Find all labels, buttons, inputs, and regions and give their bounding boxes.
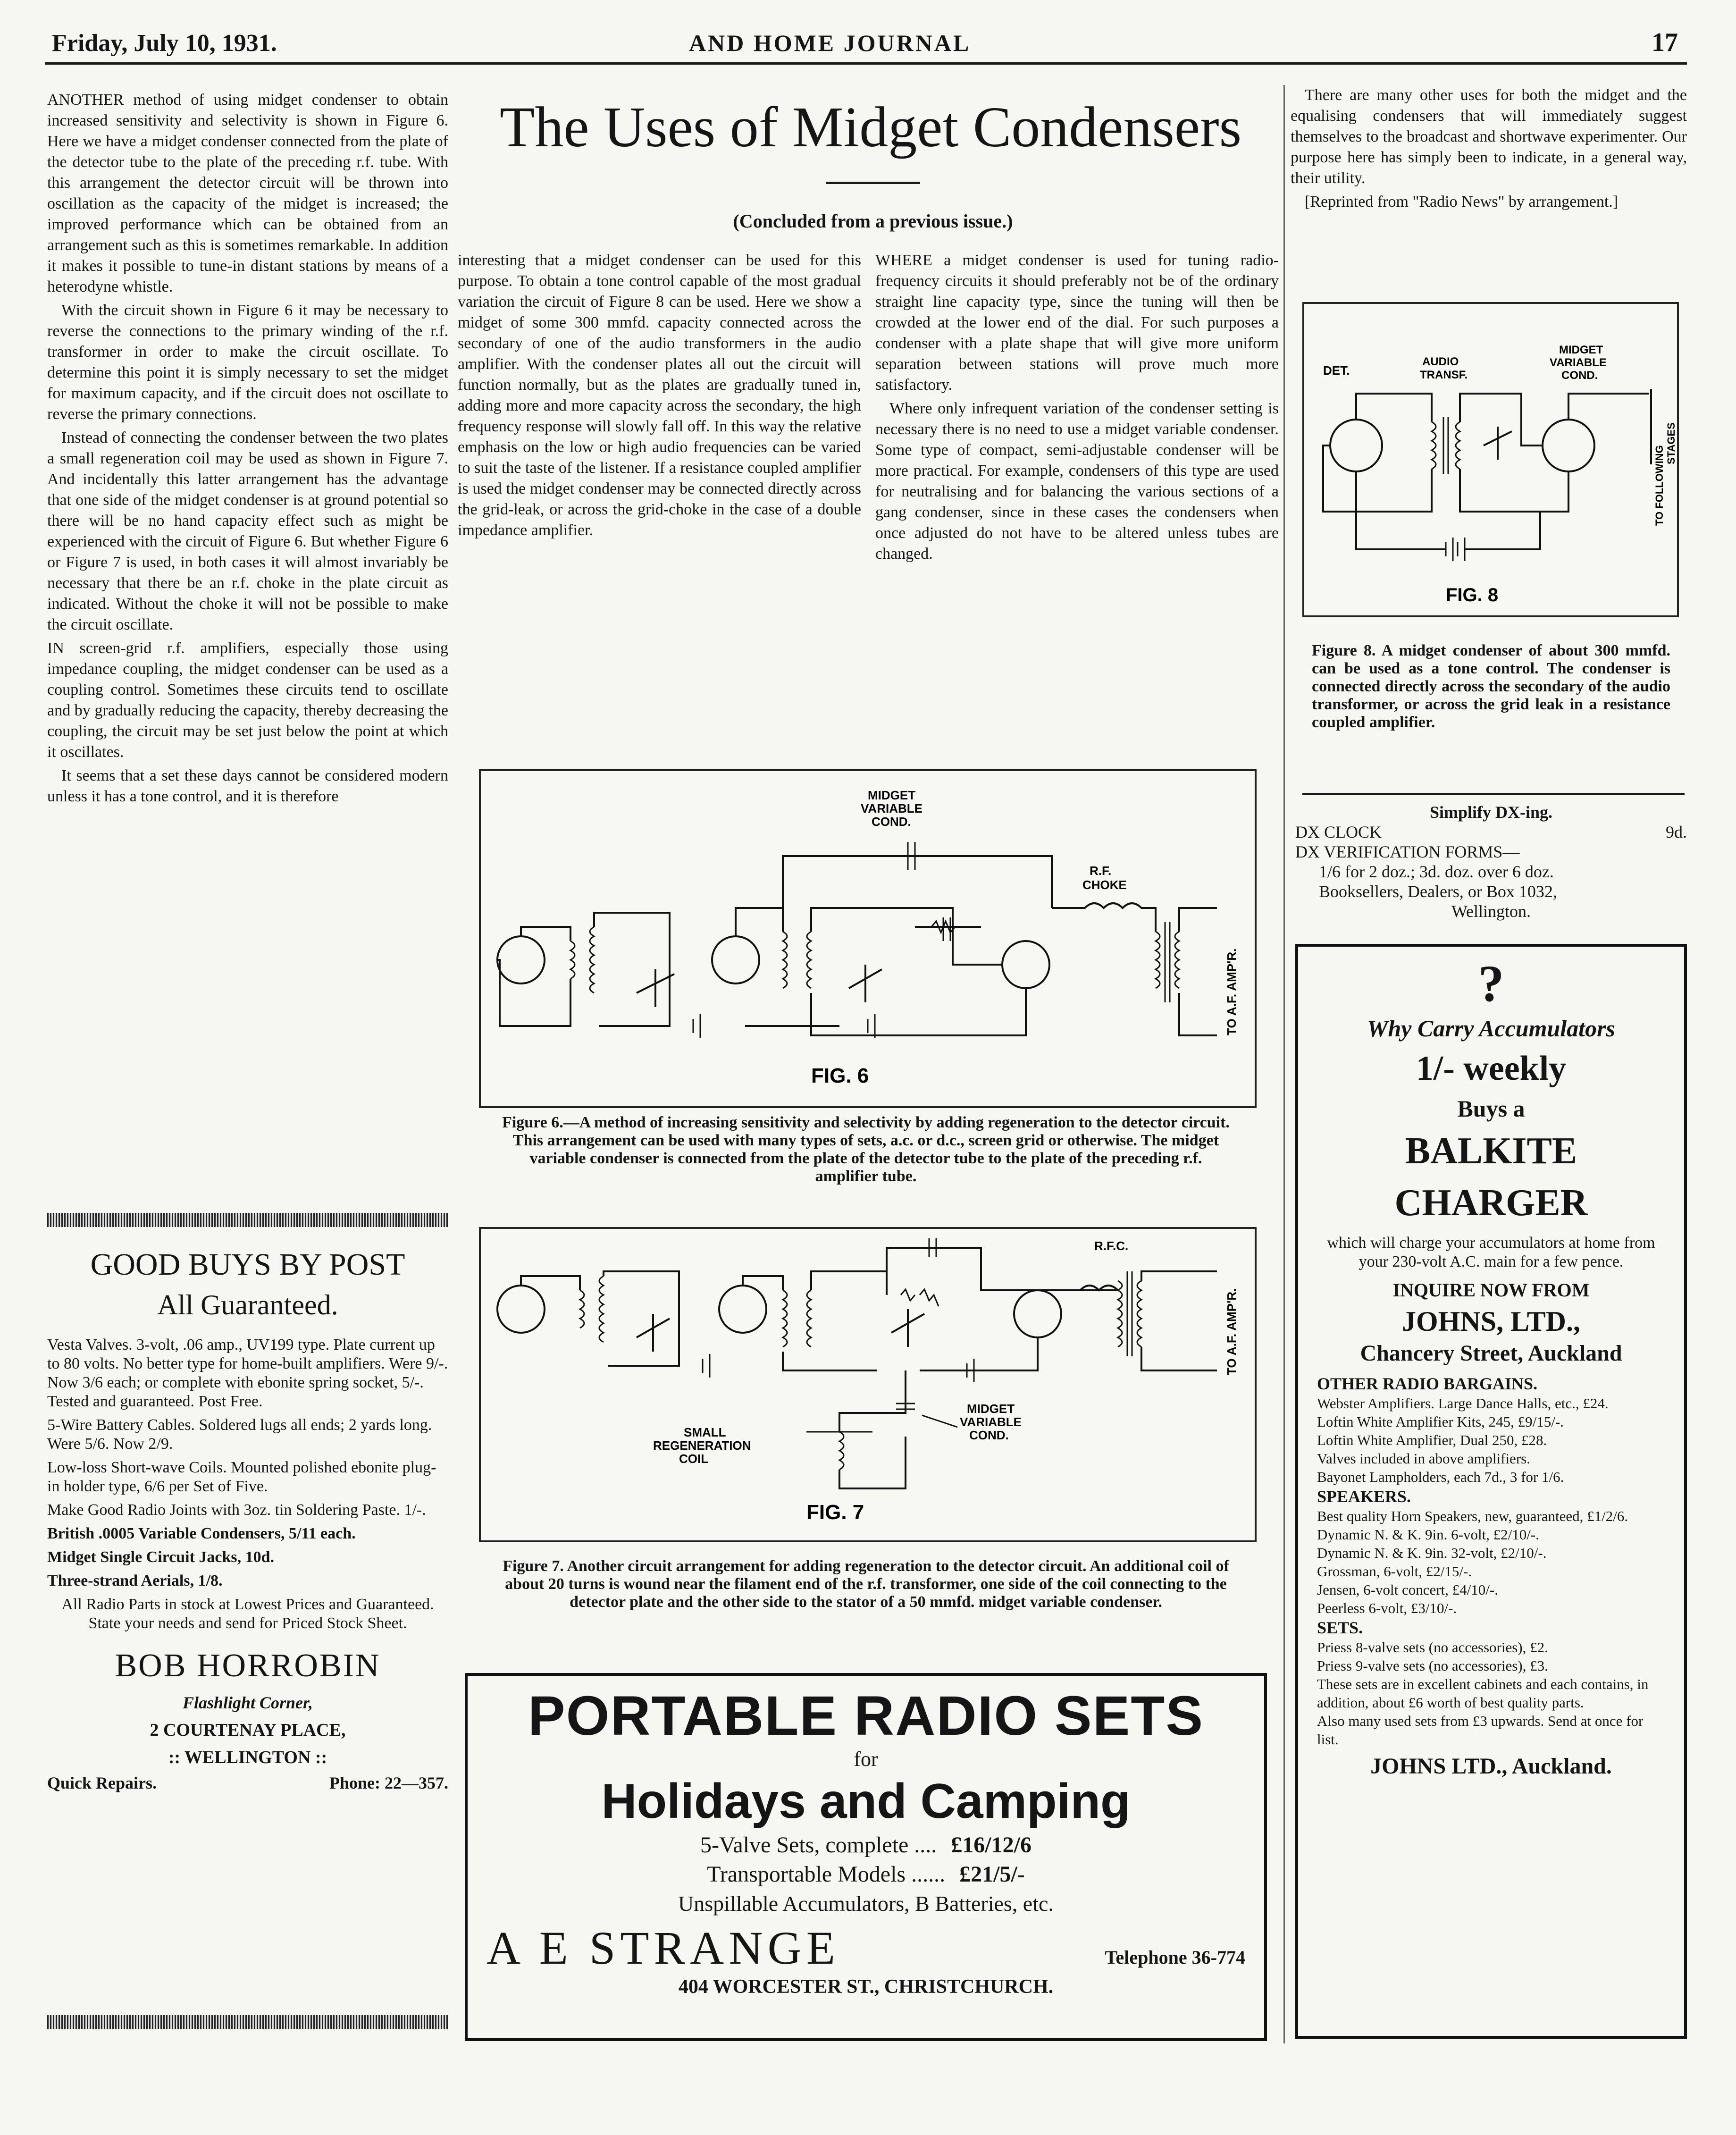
johns-ad-bargains	[1317, 1394, 1665, 1486]
fig6-label-variable: VARIABLE	[861, 801, 923, 815]
portable-ad-transportable: Transportable Models ......	[707, 1862, 946, 1887]
header-rule	[45, 62, 1687, 65]
col1-paragraph: Instead of connecting the condenser between the two plates a small regeneration coil may be used as shown in Figure 7. And incidentally this latter arrangement has the advantage that one side of the midget condenser is at ground potential so there will be no hand capacity effect such as might be experienced with the circuit of Figure 6. But whether Figure 6 or Figure 7 is used, in both cases it will almost invariably be necessary that there be an r.f. choke in the plate circuit as indicated. Without the choke it will not be possible to make the circuit oscillate.	[47, 429, 448, 633]
fig8-label-stages: STAGES	[1665, 422, 1677, 464]
bargain-item: Valves included in above amplifiers.	[1317, 1450, 1530, 1467]
dx-ad-forms-price: 1/6 for 2 doz.; 3d. doz. over 6 doz.	[1319, 862, 1554, 881]
johns-ad-street: Chancery Street, Auckland	[1360, 1341, 1622, 1366]
fig7-label-variable: VARIABLE	[960, 1415, 1022, 1429]
article-column-1	[47, 90, 448, 1189]
fig8-label-transf: TRANSF.	[1420, 369, 1468, 381]
good-buys-top-border	[47, 1213, 448, 1227]
fig7-label-cond: COND.	[969, 1428, 1009, 1442]
portable-ad-accumulators: Unspillable Accumulators, B Batteries, etc.	[678, 1891, 1054, 1916]
dx-ad-top-rule	[1302, 793, 1685, 795]
johns-ad-speakers	[1317, 1507, 1665, 1617]
fig6-label: FIG. 6	[811, 1064, 869, 1087]
fig8-label: FIG. 8	[1446, 585, 1499, 605]
bargain-item: Webster Amplifiers. Large Dance Halls, etc., £24.	[1317, 1395, 1609, 1412]
figure-7	[479, 1227, 1257, 1542]
portable-ad-subtitle: Holidays and Camping	[601, 1774, 1131, 1829]
fig6-label-choke: CHOKE	[1082, 878, 1127, 892]
fig6-label-midget: MIDGET	[868, 788, 916, 802]
fig7-label-to-af: TO A.F. AMP'R.	[1224, 1288, 1239, 1375]
question-mark-icon: ?	[1478, 955, 1504, 1012]
fig8-label-audio: AUDIO	[1422, 355, 1459, 368]
header-date: Friday, July 10, 1931.	[52, 30, 277, 57]
portable-ad-address: 404 WORCESTER ST., CHRISTCHURCH.	[678, 1976, 1054, 1998]
dx-ad-clock-price: 9d.	[1666, 823, 1687, 841]
fig7-label-coil: COIL	[679, 1452, 709, 1466]
good-buys-ad	[47, 1246, 448, 1795]
figure-8-caption: Figure 8. A midget condenser of about 300 mmfd. can be used as a tone control. The condenser is connected directly across the secondary of the audio transformer, or across the grid leak in a resistance coupled amplifier.	[1312, 642, 1670, 731]
johns-ad-sets	[1317, 1638, 1665, 1748]
fig6-label-rf: R.F.	[1090, 864, 1112, 878]
fig8-label-det: DET.	[1323, 363, 1350, 378]
speaker-item: Grossman, 6-volt, £2/15/-.	[1317, 1563, 1472, 1580]
article-column-3	[875, 250, 1279, 741]
johns-ad-product: BALKITE CHARGER	[1394, 1130, 1588, 1224]
figure-6-diagram	[481, 771, 1255, 1106]
speaker-item: Jensen, 6-volt concert, £4/10/-.	[1317, 1581, 1498, 1598]
fig7-label: FIG. 7	[806, 1501, 864, 1524]
good-buys-item: Vesta Valves. 3-volt, .06 amp., UV199 type. Plate current up to 80 volts. No better type for home-built amplifiers. Were 9/-. Now 3/6 each; or complete with ebonite spring socket, 5/-. Tested and guaranteed. Post Free.	[47, 1336, 448, 1410]
good-buys-corner: Flashlight Corner,	[182, 1693, 313, 1712]
fig7-label-midget: MIDGET	[967, 1402, 1015, 1416]
johns-ad-weekly: 1/- weekly	[1416, 1049, 1567, 1088]
johns-ad-headline: Why Carry Accumulators	[1367, 1015, 1615, 1042]
article-subtitle: (Concluded from a previous issue.)	[733, 210, 1013, 232]
good-buys-item: Low-loss Short-wave Coils. Mounted polished ebonite plug-in holder type, 6/6 per Set of Five.	[47, 1459, 436, 1495]
set-item: Priess 9-valve sets (no accessories), £3.	[1317, 1657, 1548, 1674]
set-item: Also many used sets from £3 upwards. Send at once for list.	[1317, 1713, 1644, 1748]
dx-ad-clock-row	[1295, 822, 1687, 842]
good-buys-bottom-border	[47, 2015, 448, 2029]
portable-ad-telephone: Telephone 36-774	[1105, 1947, 1245, 1968]
header-journal: AND HOME JOURNAL	[689, 30, 971, 56]
fig6-label-cond: COND.	[872, 815, 911, 829]
good-buys-address: 2 COURTENAY PLACE,	[150, 1720, 346, 1740]
article-column-4	[1291, 85, 1687, 288]
fig8-label-variable: VARIABLE	[1550, 356, 1607, 369]
speaker-item: Dynamic N. & K. 9in. 32-volt, £2/10/-.	[1317, 1545, 1547, 1561]
johns-ad-speakers-title: SPEAKERS.	[1317, 1487, 1411, 1506]
good-buys-subtitle: All Guaranteed.	[157, 1289, 338, 1320]
good-buys-item: British .0005 Variable Condensers, 5/11 each.	[47, 1525, 356, 1542]
set-item: These sets are in excellent cabinets and each contains, in addition, about £6 worth of best quality parts.	[1317, 1676, 1649, 1711]
column-divider	[1283, 85, 1285, 2043]
col2-paragraph: interesting that a midget condenser can be used for this purpose. To obtain a tone control capable of the most gradual variation the circuit of Figure 8 can be used. Here we show a midget of some 300 mmfd. capacity connected across the secondary of one of the audio transformers in the audio amplifier. With the condenser plates all out the circuit will function normally, but as the plates are gradually tuned in, adding more and more capacity across the secondary, the high frequency response will slowly fall off. In this way the relative emphasis on the low or high audio frequencies can be varied to suit the taste of the listener. If a resistance coupled amplifier is used the midget condenser may be connected directly across the grid-leak, or across the grid-choke in the case of a double impedance amplifier.	[458, 252, 861, 539]
good-buys-phone: Phone: 22—357.	[329, 1774, 448, 1792]
bargain-item: Bayonet Lampholders, each 7d., 3 for 1/6.	[1317, 1469, 1564, 1485]
col3-paragraph: Where only infrequent variation of the condenser setting is necessary there is no need to use a midget variable condenser. Some type of compact, semi-adjustable condenser will be more practical. For example, condensers of this type are used for neutralising and for balancing the various sections of a gang condenser, since in these cases the condensers when once adjusted do not have to be altered unless tubes are changed.	[875, 400, 1279, 563]
speaker-item: Peerless 6-volt, £3/10/-.	[1317, 1600, 1457, 1616]
fig7-label-regeneration: REGENERATION	[653, 1438, 751, 1453]
portable-ad-five-valve: 5-Valve Sets, complete ....	[700, 1832, 937, 1858]
good-buys-city: :: WELLINGTON ::	[168, 1748, 327, 1767]
col3-paragraph: WHERE a midget condenser is used for tuning radio-frequency circuits it should preferably not be of the ordinary straight line capacity type, since the tuning will then be crowded at the lower end of the dial. For such purposes a condenser with a plate shape that will give more uniform separation between stations will prove much more satisfactory.	[875, 252, 1279, 394]
good-buys-footer-row	[47, 1771, 448, 1795]
figure-7-caption: Figure 7. Another circuit arrangement for adding regeneration to the detector circuit. An additional coil of about 20 turns is wound near the filament end of the r.f. transformer, one side of the coil connecting to the detector plate and the other side to the stator of a 50 mmfd. midget variable condenser.	[503, 1557, 1229, 1611]
portable-ad-footer-row	[486, 1922, 1245, 1974]
portable-ad-row-1	[486, 1831, 1245, 1860]
bargain-item: Loftin White Amplifier, Dual 250, £28.	[1317, 1432, 1547, 1448]
portable-ad-five-valve-price: £16/12/6	[951, 1832, 1032, 1858]
col1-paragraph: IN screen-grid r.f. amplifiers, especially those using impedance coupling, the midget condenser can be used as a coupling control. Sometimes these circuits tend to oscillate and by gradually reducing the capacity, thereby decreasing the coupling, the circuit may be set just below the point at which it oscillates.	[47, 639, 448, 761]
johns-ad-description: which will charge your accumulators at home from your 230-volt A.C. main for a few pence.	[1327, 1234, 1655, 1270]
good-buys-item: 5-Wire Battery Cables. Soldered lugs all ends; 2 yards long. Were 5/6. Now 2/9.	[47, 1416, 432, 1453]
good-buys-item: All Radio Parts in stock at Lowest Prices and Guaranteed. State your needs and send for Priced Stock Sheet.	[61, 1596, 434, 1632]
johns-ad-bargains-title: OTHER RADIO BARGAINS.	[1317, 1374, 1538, 1393]
col1-paragraph: With the circuit shown in Figure 6 it may be necessary to reverse the connections to the primary winding of the r.f. transformer in order to make the circuit oscillate. To determine this point it is simply necessary to set the midget for maximum capacity, and if the circuit does not oscillate to reverse the primary connections.	[47, 302, 448, 423]
good-buys-name: BOB HORROBIN	[115, 1647, 381, 1684]
portable-ad-name: A E STRANGE	[486, 1922, 840, 1974]
johns-ad-sets-title: SETS.	[1317, 1618, 1363, 1637]
dx-ad-city: Wellington.	[1451, 902, 1531, 921]
title-rule	[826, 182, 920, 184]
col4-paragraph: There are many other uses for both the midget and the equalising condensers that will immediately suggest themselves to the broadcast and shortwave experimenter. Our purpose here has simply been to indicate, in a general way, their utility.	[1291, 86, 1687, 187]
figure-8	[1302, 302, 1679, 617]
good-buys-item: Midget Single Circuit Jacks, 10d.	[47, 1548, 275, 1566]
portable-ad-for: for	[854, 1748, 878, 1771]
good-buys-items	[47, 1336, 448, 1633]
fig8-label-midget: MIDGET	[1559, 344, 1603, 356]
article-column-2	[458, 250, 861, 741]
portable-ad-transportable-price: £21/5/-	[959, 1862, 1025, 1887]
johns-ad-inquire: INQUIRE NOW FROM	[1392, 1279, 1590, 1301]
good-buys-title: GOOD BUYS BY POST	[90, 1247, 405, 1282]
col4-paragraph: [Reprinted from "Radio News" by arrangement.]	[1305, 193, 1619, 210]
good-buys-item: Three-strand Aerials, 1/8.	[47, 1572, 223, 1589]
set-item: Priess 8-valve sets (no accessories), £2.	[1317, 1639, 1548, 1656]
speaker-item: Dynamic N. & K. 9in. 6-volt, £2/10/-.	[1317, 1526, 1539, 1543]
fig7-label-rfc: R.F.C.	[1094, 1239, 1129, 1253]
figure-8-diagram	[1304, 304, 1677, 615]
fig7-label-small: SMALL	[684, 1425, 726, 1439]
portable-radio-ad	[465, 1673, 1267, 2041]
dx-ad-title: Simplify DX-ing.	[1429, 803, 1553, 822]
johns-ad-footer: JOHNS LTD., Auckland.	[1370, 1754, 1612, 1779]
bargain-item: Loftin White Amplifier Kits, 245, £9/15/-.	[1317, 1413, 1564, 1430]
dx-ad-sellers: Booksellers, Dealers, or Box 1032,	[1319, 882, 1557, 901]
col1-paragraph: ANOTHER method of using midget condenser to obtain increased sensitivity and selectivity is shown in Figure 6. Here we have a midget condenser connected from the plate of the detector tube to the plate of the preceding r.f. tube. With this arrangement the detector circuit will be thrown into oscillation as the capacity of the midget is increased; the improved performance which can be obtained from an arrangement such as this is sometimes remarkable. In addition it makes it possible to tune-in distant stations by means of a heterodyne whistle.	[47, 91, 448, 295]
header-page-number: 17	[1652, 28, 1678, 57]
portable-ad-title: PORTABLE RADIO SETS	[528, 1685, 1204, 1747]
portable-ad-row-2	[486, 1860, 1245, 1889]
figure-6-caption: Figure 6.—A method of increasing sensitivity and selectivity by adding regeneration to the detector circuit. This arrangement can be used with many types of sets, a.c. or d.c., screen grid or otherwise. The midget variable condenser is connected from the plate of the detector tube to the plate of the preceding r.f. amplifier tube.	[502, 1114, 1230, 1185]
good-buys-item: Make Good Radio Joints with 3oz. tin Soldering Paste. 1/-.	[47, 1501, 426, 1519]
fig8-label-to-following: TO FOLLOWING	[1653, 445, 1665, 526]
article-title: The Uses of Midget Condensers	[499, 95, 1242, 159]
fig8-label-cond: COND.	[1561, 369, 1598, 382]
good-buys-repairs: Quick Repairs.	[47, 1774, 157, 1792]
dx-ad-clock: DX CLOCK	[1295, 823, 1382, 841]
johns-ad-buys: Buys a	[1457, 1095, 1525, 1122]
johns-ad	[1295, 944, 1687, 2039]
speaker-item: Best quality Horn Speakers, new, guaranteed, £1/2/6.	[1317, 1508, 1628, 1524]
johns-ad-company: JOHNS, LTD.,	[1402, 1306, 1580, 1337]
dx-ad	[1295, 802, 1687, 921]
figure-7-diagram	[481, 1229, 1255, 1540]
col1-paragraph: It seems that a set these days cannot be considered modern unless it has a tone control, and it is therefore	[47, 767, 448, 805]
figure-6	[479, 769, 1257, 1108]
dx-ad-forms: DX VERIFICATION FORMS—	[1295, 842, 1520, 861]
fig6-label-to-af: TO A.F. AMP'R.	[1224, 948, 1239, 1035]
